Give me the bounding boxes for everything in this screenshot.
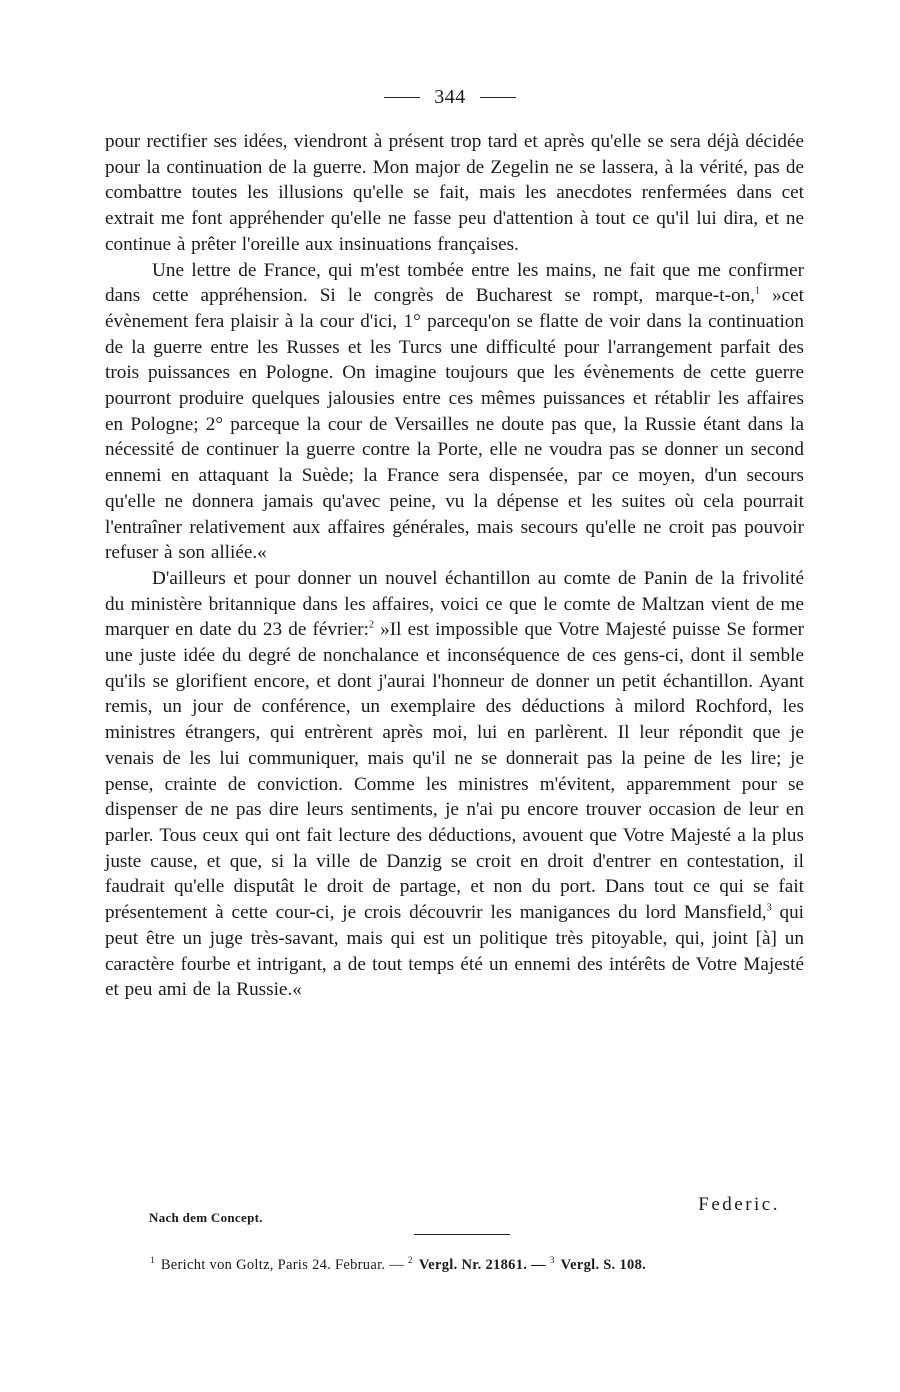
closing-block — [105, 1190, 804, 1230]
paragraph-maltzan-intro — [105, 566, 804, 1003]
paragraph-text: D'ailleurs et pour donner un nouvel échantillon au comte de Panin de la frivolité du ministère britannique dans les affaires, voici ce que le comte de Maltzan vient de me marquer en date du 23 de février: — [105, 567, 804, 641]
page-number: 344 — [434, 86, 466, 108]
quoted-letter: »cet évènement fera plaisir à la cour d'ici, 1° parcequ'on se flatte de voir dans la continuation de la guerre entre les Russes et les Turcs une difficulté pour l'arrangement parfait des trois puissances en Pologne. On imagine toujours que les évènements de cette guerre pourront produire quelques jalousies entre ces mêmes puissances et rétablir les affaires en Pologne; 2° parceque la cour de Versailles ne doute pas que, la Russie étant dans la nécessité de continuer la guerre contre la Porte, elle ne voudra pas se donner un second ennemi en attaquant la Suède; la France sera dispensée, par ce moyen, d'un secours qu'elle ne donnera jamais qu'avec peine, vu la dépense et les suites où cela pourrait l'entraîner relativement aux affaires générales, mais secours qu'elle ne croit pas pouvoir refuser à son alliée.« — [105, 285, 804, 564]
header-rule-right — [480, 97, 516, 98]
paragraph-text: Une lettre de France, qui m'est tombée entre les mains, ne fait que me confirmer dans cette appréhension. Si le congrès de Bucharest se rompt, marque-t-on, — [105, 259, 804, 307]
footnote — [550, 1257, 646, 1273]
footnote-text: Vergl. S. 108. — [560, 1256, 647, 1273]
footnote-text: Bericht von Goltz, Paris 24. Februar. — — [160, 1256, 405, 1273]
footnote-text: Vergl. Nr. 21861. — — [418, 1256, 546, 1273]
footnote-marker: 3 — [766, 902, 772, 914]
page-header — [0, 86, 900, 109]
signature: Federic. — [698, 1194, 780, 1215]
footnote — [150, 1257, 404, 1273]
header-rule-left — [384, 97, 420, 98]
footnote-marker: 2 — [368, 619, 374, 631]
footnote — [408, 1257, 546, 1273]
footnotes — [150, 1255, 810, 1274]
footnote-divider — [414, 1234, 510, 1235]
source-note: Nach dem Concept. — [149, 1210, 263, 1225]
footnote-marker: 1 — [754, 285, 760, 297]
footnote-number: 3 — [549, 1255, 555, 1265]
letter-body — [105, 129, 804, 1003]
footnote-number: 2 — [408, 1255, 413, 1265]
footnote-number: 1 — [150, 1255, 155, 1265]
maltzan-report: »Il est impossible que Votre Majesté puisse Se former une juste idée du degré de nonchalance et inconséquence de ces gens-ci, dont il semble qu'ils se glorifient encore, et dont j'aurai l'honneur de donner un petit échantillon. Ayant remis, un jour de conférence, un exemplaire des déductions à milord Rochford, les ministres étrangers, qui entrèrent après moi, lui en parlèrent. Il leur répondit que je venais de les lui communiquer, mais qu'il ne se donnerait pas la peine de les lire; je pense, crainte de conviction. Comme les ministres m'évitent, apparemment pour se dispenser de ne pas dire leurs sentiments, je n'ai pu encore trouver occasion de leur en parler. Tous ceux qui ont fait lecture des déductions, avouent que Votre Majesté a la plus juste cause, et que, si la ville de Danzig se croit en droit d'entrer en contestation, il faudrait qu'elle disputât le droit de partage, et non du port. Dans tout ce qui se fait présentement à cette cour-ci, je crois découvrir les manigances du lord Mansfield, — [105, 619, 805, 924]
paragraph-lettre-de-france — [105, 258, 804, 566]
paragraph-continued: pour rectifier ses idées, viendront à présent trop tard et après qu'elle se sera déjà décidée pour la continuation de la guerre. Mon major de Zegelin ne se lassera, à la vérité, pas de combattre toutes les illusions qu'elle se fait, mais les anecdotes renfermées dans cet extrait me font appréhender qu'elle ne fasse peu d'attention à tout ce qu'il lui dira, et ne continue à prêter l'oreille aux insinuations françaises. — [105, 131, 804, 255]
maltzan-report-end: qui peut être un juge très-savant, mais qui est un politique très pitoyable, qui, joint [à] un caractère fourbe et intrigant, a de tout temps été un ennemi des intérêts de Votre Majesté et peu ami de la Russie.« — [105, 902, 804, 1001]
